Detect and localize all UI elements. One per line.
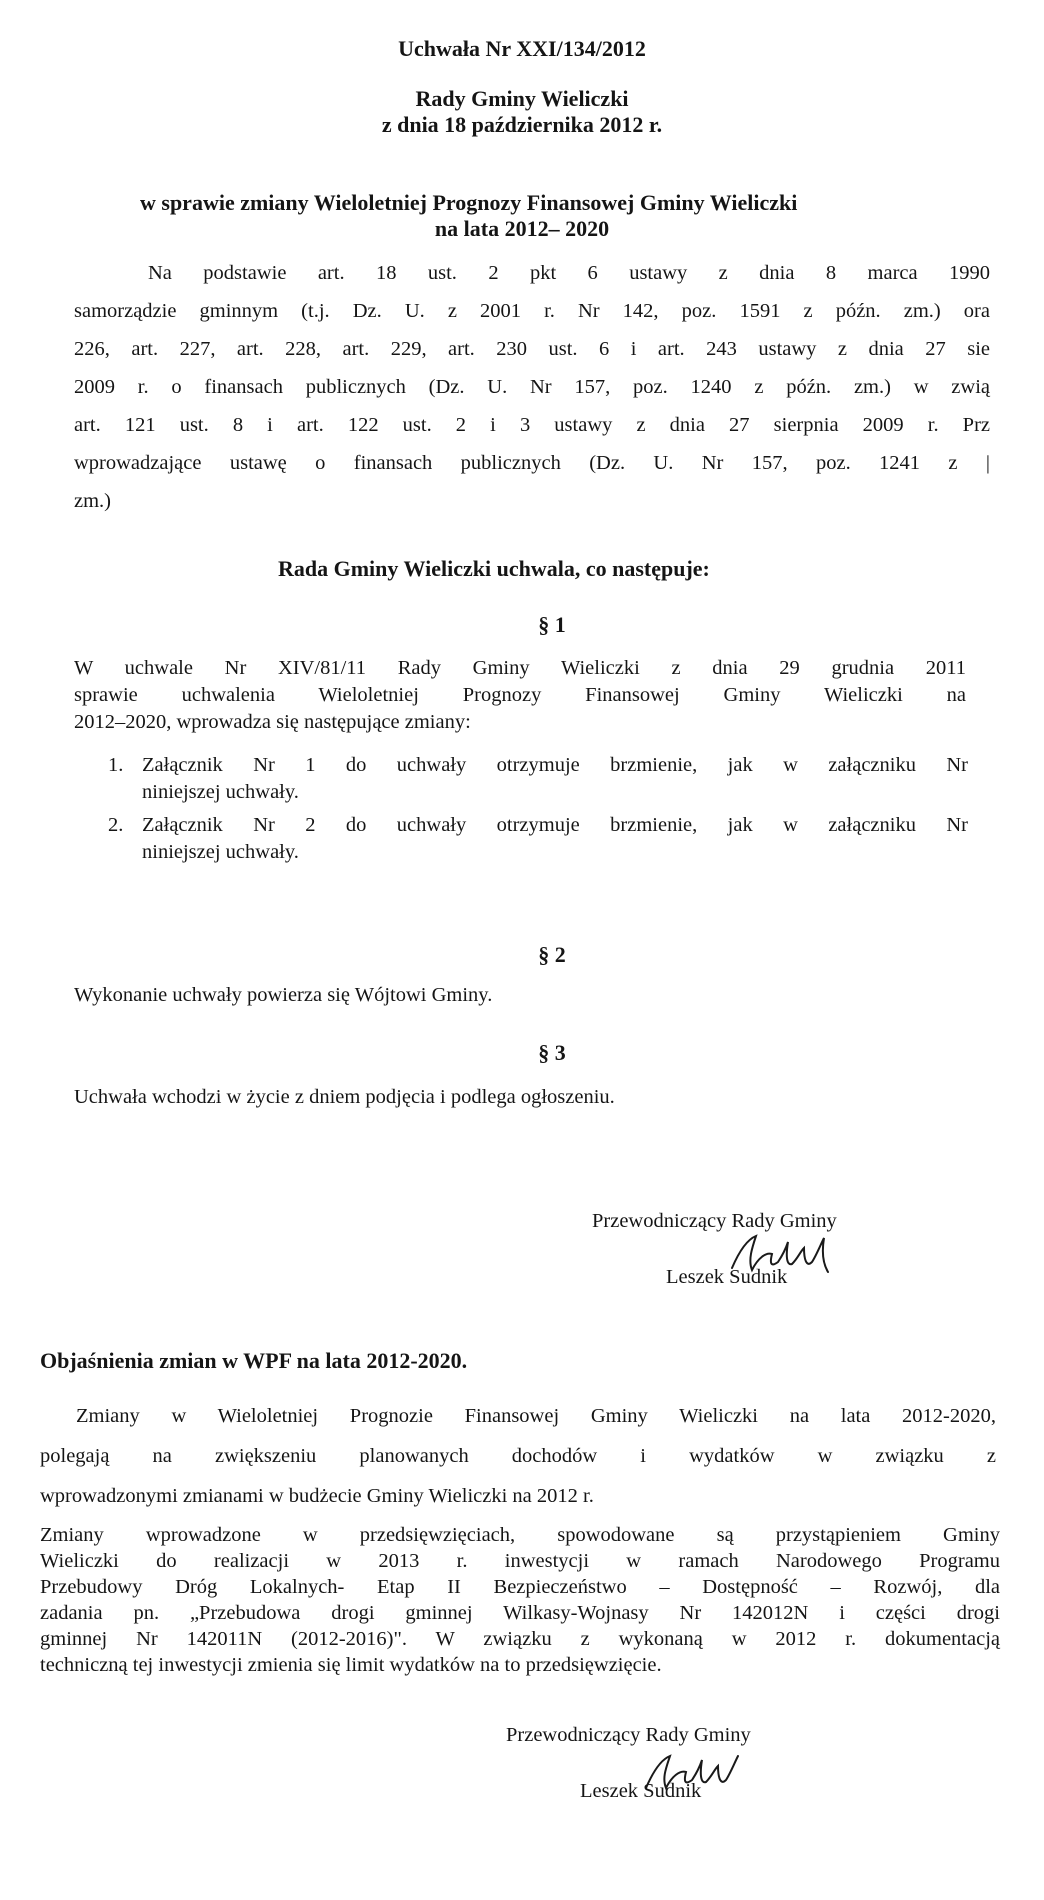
signature-2-name: Leszek Sudnik [580,1780,702,1802]
explanation-paragraph-1 [40,1396,996,1516]
explanation-line: Zmiany wprowadzone w przedsięwzięciach, spowodowane są przystąpieniem Gminy [40,1524,1000,1546]
signature-1-role: Przewodniczący Rady Gminy [592,1210,837,1232]
preamble [74,254,990,520]
resolution-title: Uchwała Nr XXI/134/2012 [398,36,646,61]
subject-line-2: na lata 2012– 2020 [434,216,610,241]
explanation-line: techniczną tej inwestycji zmienia się limit wydatków na to przedsięwzięcie. [40,1654,662,1676]
explanation-line: Wieliczki do realizacji w 2013 r. inwestycji w ramach Narodowego Programu [40,1550,1000,1572]
section-2-heading: § 2 [538,942,566,967]
section-1-heading: § 1 [538,612,566,637]
preamble-line: wprowadzające ustawę o finansach publicznych (Dz. U. Nr 157, poz. 1241 z | [74,452,990,474]
section-3-heading: § 3 [538,1040,566,1065]
preamble-line: 226, art. 227, art. 228, art. 229, art. 230 ust. 6 i art. 243 ustawy z dnia 27 sie [74,338,990,360]
explanation-line: gminnej Nr 142011N (2012-2016)". W związku z wykonaną w 2012 r. dokumentacją [40,1628,1000,1650]
explanation-paragraph-2 [40,1522,1000,1678]
preamble-line: 2009 r. o finansach publicznych (Dz. U. Nr 157, poz. 1240 z późn. zm.) w zwią [74,376,990,398]
explanation-line: Zmiany w Wieloletniej Prognozie Finansowej Gminy Wieliczki na lata 2012-2020, [76,1405,996,1427]
preamble-line: art. 121 ust. 8 i art. 122 ust. 2 i 3 ustawy z dnia 27 sierpnia 2009 r. Prz [74,414,990,436]
resolution-date: z dnia 18 października 2012 r. [381,112,663,137]
preamble-line: samorządzie gminnym (t.j. Dz. U. z 2001 r. Nr 142, poz. 1591 z późn. zm.) ora [74,300,990,322]
list-item-text [142,752,968,806]
list-item-number: 1. [108,754,124,776]
council-name: Rady Gminy Wieliczki [415,86,629,111]
signature-2-role: Przewodniczący Rady Gminy [506,1724,751,1746]
section-1-list [108,752,968,866]
section-1-line: sprawie uchwalenia Wieloletniej Prognozy Finansowej Gminy Wieliczki na [74,684,966,706]
list-item-number: 2. [108,814,124,836]
list-item-line: Załącznik Nr 1 do uchwały otrzymuje brzmienie, jak w załączniku Nr [142,754,968,776]
list-item [108,812,968,866]
list-item [108,752,968,806]
explanation-line: polegają na zwiększeniu planowanych dochodów i wydatków w związku z [40,1445,996,1467]
explanation-line: zadania pn. „Przebudowa drogi gminnej Wilkasy-Wojnasy Nr 142012N i części drogi [40,1602,1000,1624]
subject-line-1: w sprawie zmiany Wieloletniej Prognozy Finansowej Gminy Wieliczki [140,190,798,215]
section-3-text: Uchwała wchodzi w życie z dniem podjęcia i podlega ogłoszeniu. [74,1086,615,1108]
list-item-line: niniejszej uchwały. [142,781,299,803]
list-item-line: Załącznik Nr 2 do uchwały otrzymuje brzmienie, jak w załączniku Nr [142,814,968,836]
explanation-line: Przebudowy Dróg Lokalnych- Etap II Bezpieczeństwo – Dostępność – Rozwój, dla [40,1576,1000,1598]
preamble-line: Na podstawie art. 18 ust. 2 pkt 6 ustawy z dnia 8 marca 1990 [148,262,990,284]
section-1-line: 2012–2020, wprowadza się następujące zmiany: [74,711,471,733]
section-2-text: Wykonanie uchwały powierza się Wójtowi Gminy. [74,984,493,1006]
list-item-line: niniejszej uchwały. [142,841,299,863]
section-1-intro [74,655,966,736]
signature-1-name: Leszek Sudnik [666,1266,788,1288]
preamble-line: zm.) [74,490,111,512]
resolves-statement: Rada Gminy Wieliczki uchwala, co następuje: [278,556,710,581]
section-1-line: W uchwale Nr XIV/81/11 Rady Gminy Wieliczki z dnia 29 grudnia 2011 [74,657,966,679]
list-item-text [142,812,968,866]
explanation-line: wprowadzonymi zmianami w budżecie Gminy Wieliczki na 2012 r. [40,1485,594,1507]
explanation-heading: Objaśnienia zmian w WPF na lata 2012-2020. [40,1348,468,1373]
